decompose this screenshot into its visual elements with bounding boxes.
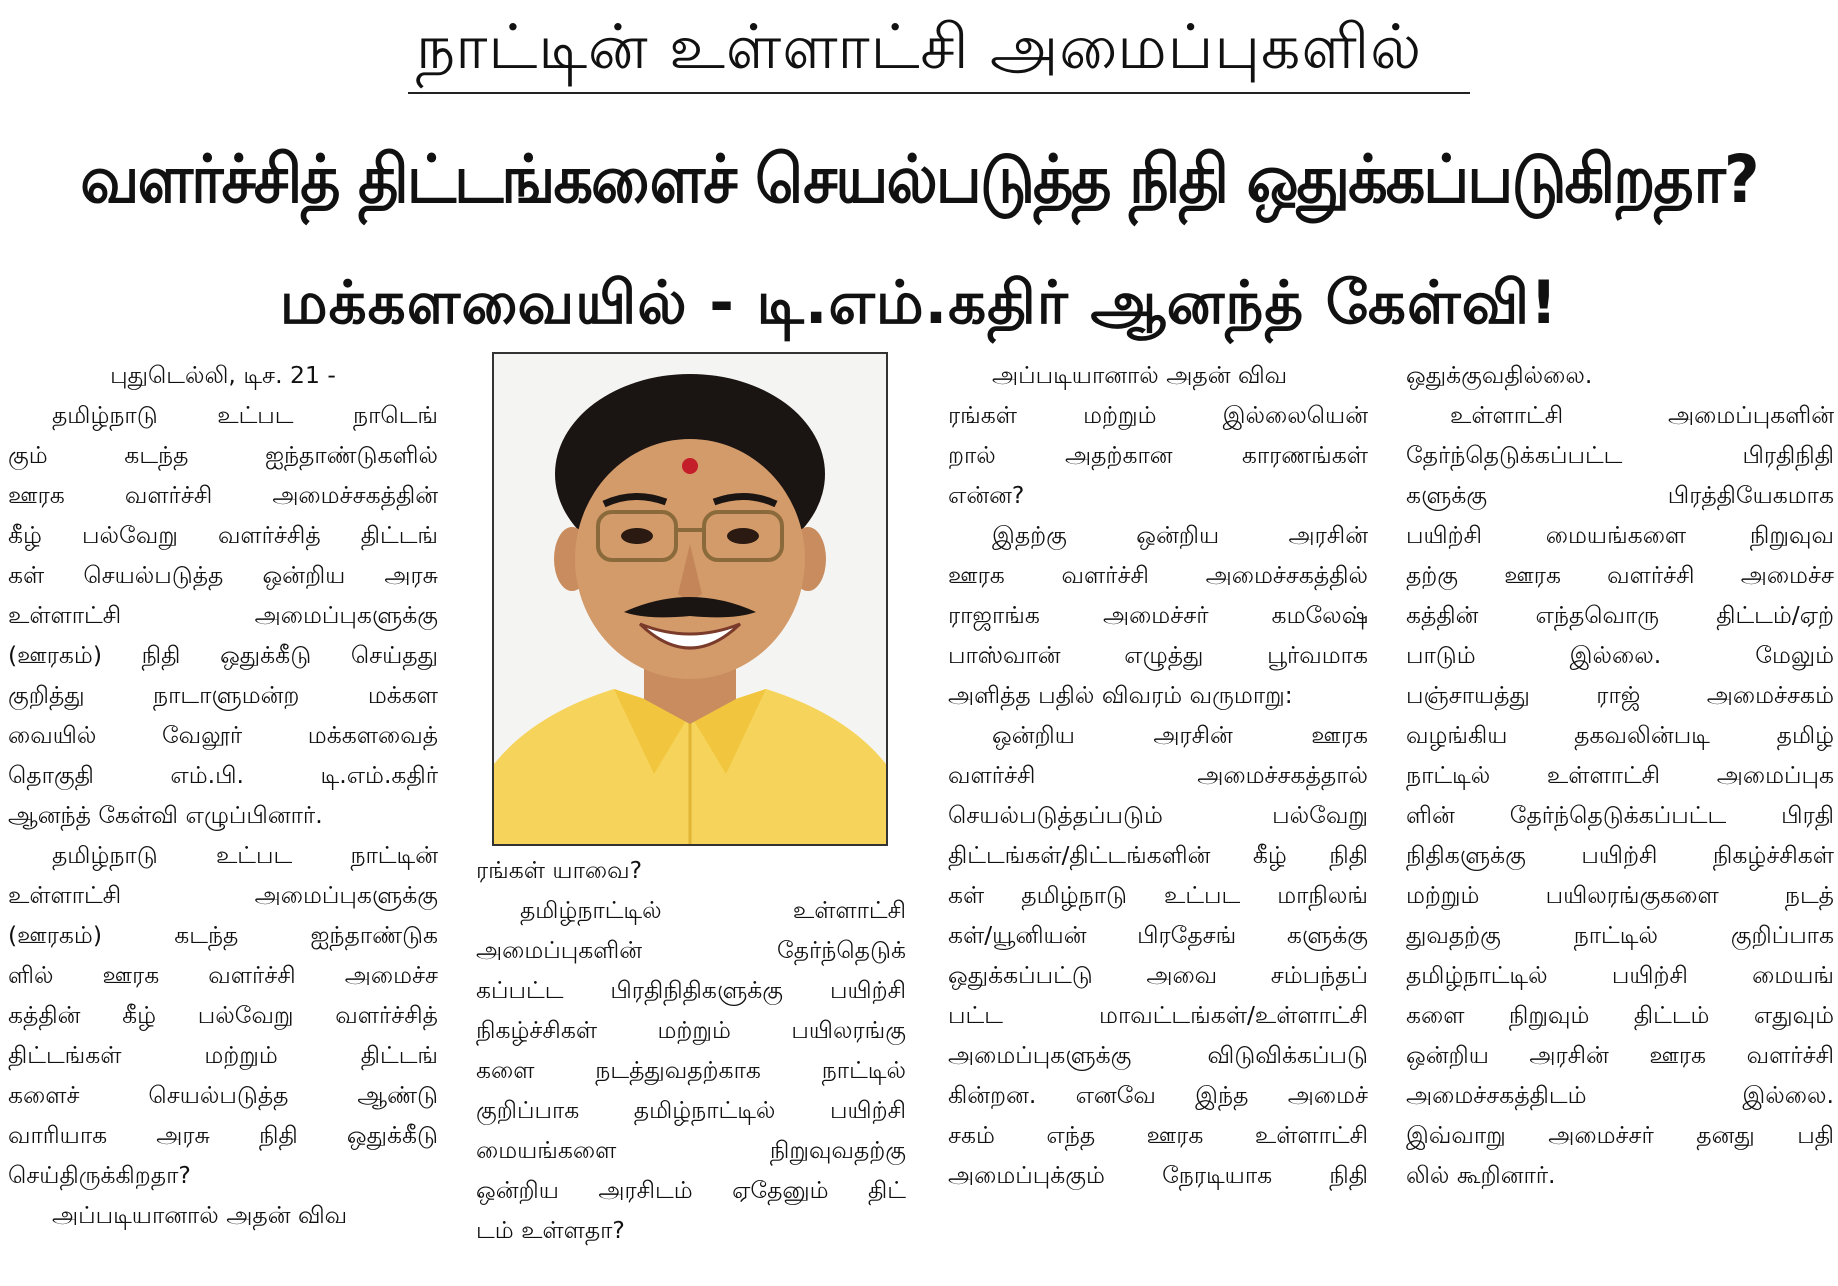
text-line: அமைப்புகளின் தேர்ந்தெடுக் bbox=[476, 936, 906, 964]
text-line: ஊரக வளர்ச்சி அமைச்சகத்தில் bbox=[948, 561, 1368, 589]
text-line: தமிழ்நாடு உட்பட நாட்டின் bbox=[52, 841, 438, 869]
text-line: வையில் வேலூர் மக்களவைத் bbox=[8, 721, 438, 749]
text-line: திட்டங்கள் மற்றும் திட்டங் bbox=[8, 1041, 438, 1069]
text-line: பாடும் இல்லை. மேலும் bbox=[1406, 641, 1834, 669]
text-line: செயல்படுத்தப்படும் பல்வேறு bbox=[948, 801, 1368, 829]
text-line: பயிற்சி மையங்களை நிறுவுவ bbox=[1406, 521, 1834, 549]
text-line: துவதற்கு நாட்டில் குறிப்பாக bbox=[1406, 921, 1834, 949]
text-line: பஞ்சாயத்து ராஜ் அமைச்சகம் bbox=[1406, 681, 1834, 709]
text-line: களை நடத்துவதற்காக நாட்டில் bbox=[476, 1056, 906, 1084]
text-line: என்ன? bbox=[948, 481, 1025, 509]
kicker-headline: நாட்டின் உள்ளாட்சி அமைப்புகளில் bbox=[415, 12, 1423, 83]
text-line: டம் உள்ளதா? bbox=[476, 1216, 625, 1244]
text-line: களைச் செயல்படுத்த ஆண்டு bbox=[8, 1081, 438, 1109]
text-line: திட்டங்கள்/திட்டங்களின் கீழ் நிதி bbox=[948, 841, 1368, 869]
text-line: (ஊரகம்) கடந்த ஐந்தாண்டுக bbox=[8, 921, 438, 949]
text-line: லில் கூறினார். bbox=[1406, 1161, 1556, 1189]
text-line: கத்தின் கீழ் பல்வேறு வளர்ச்சித் bbox=[8, 1001, 438, 1029]
kicker-underline bbox=[408, 92, 1470, 94]
text-line: களுக்கு பிரத்தியேகமாக bbox=[1406, 481, 1834, 509]
text-line: தமிழ்நாட்டில் உள்ளாட்சி bbox=[520, 896, 906, 924]
article-column-4 bbox=[1406, 355, 1834, 1195]
text-line: தேர்ந்தெடுக்கப்பட்ட பிரதிநிதி bbox=[1406, 441, 1834, 469]
text-line: அப்படியானால் அதன் விவ bbox=[52, 1201, 348, 1229]
text-line: இதற்கு ஒன்றிய அரசின் bbox=[992, 521, 1368, 549]
text-line: நாட்டில் உள்ளாட்சி அமைப்புக bbox=[1406, 761, 1834, 789]
article-column-3 bbox=[948, 355, 1368, 1195]
text-line: ஒதுக்கப்பட்டு அவை சம்பந்தப் bbox=[948, 961, 1368, 989]
text-line: ஊரக வளர்ச்சி அமைச்சகத்தின் bbox=[8, 481, 438, 509]
text-line: கும் கடந்த ஐந்தாண்டுகளில் bbox=[8, 441, 438, 469]
text-line: குறிப்பாக தமிழ்நாட்டில் பயிற்சி bbox=[476, 1096, 906, 1124]
text-line: களை நிறுவும் திட்டம் எதுவும் bbox=[1406, 1001, 1834, 1029]
text-line: ஒன்றிய அரசின் ஊரக வளர்ச்சி bbox=[1406, 1041, 1834, 1069]
text-line: அளித்த பதில் விவரம் வருமாறு: bbox=[948, 681, 1293, 709]
text-line: செய்திருக்கிறதா? bbox=[8, 1161, 191, 1189]
text-line: கள்/யூனியன் பிரதேசங் களுக்கு bbox=[948, 921, 1368, 949]
text-line: கள் தமிழ்நாடு உட்பட மாநிலங் bbox=[948, 881, 1368, 909]
text-line: ளின் தேர்ந்தெடுக்கப்பட்ட பிரதி bbox=[1406, 801, 1834, 829]
text-line: தமிழ்நாடு உட்பட நாடெங் bbox=[52, 401, 438, 429]
text-line: பட்ட மாவட்டங்கள்/உள்ளாட்சி bbox=[948, 1001, 1368, 1029]
text-line: றால் அதற்கான காரணங்கள் bbox=[948, 441, 1368, 469]
text-line: தொகுதி எம்.பி. டி.எம்.கதிர் bbox=[8, 761, 438, 789]
text-line: மையங்களை நிறுவுவதற்கு bbox=[476, 1136, 906, 1164]
text-line: வாரியாக அரசு நிதி ஒதுக்கீடு bbox=[8, 1121, 438, 1149]
text-line: அப்படியானால் அதன் விவ bbox=[992, 361, 1288, 389]
dateline: புதுடெல்லி, டிச. 21 - bbox=[110, 361, 336, 389]
text-line: குறித்து நாடாளுமன்ற மக்கள bbox=[8, 681, 438, 709]
text-line: ஒன்றிய அரசிடம் ஏதேனும் திட் bbox=[476, 1176, 906, 1204]
text-line: சகம் எந்த ஊரக உள்ளாட்சி bbox=[948, 1121, 1368, 1149]
portrait-illustration bbox=[494, 354, 886, 844]
text-line: கள் செயல்படுத்த ஒன்றிய அரசு bbox=[8, 561, 438, 589]
text-line: அமைச்சகத்திடம் இல்லை. bbox=[1406, 1081, 1834, 1109]
text-line: ஒதுக்குவதில்லை. bbox=[1406, 361, 1593, 389]
sub-headline: மக்களவையில் - டி.எம்.கதிர் ஆனந்த் கேள்வி! bbox=[279, 269, 1559, 338]
text-line: அமைப்புகளுக்கு விடுவிக்கப்படு bbox=[948, 1041, 1368, 1069]
text-line: உள்ளாட்சி அமைப்புகளுக்கு bbox=[8, 601, 438, 629]
text-line: உள்ளாட்சி அமைப்புகளுக்கு bbox=[8, 881, 438, 909]
text-line: ஆனந்த் கேள்வி எழுப்பினார். bbox=[8, 801, 323, 829]
text-line: வளர்ச்சி அமைச்சகத்தால் bbox=[948, 761, 1368, 789]
text-line: வழங்கிய தகவலின்படி தமிழ் bbox=[1406, 721, 1834, 749]
text-line: ராஜாங்க அமைச்சர் கமலேஷ் bbox=[948, 601, 1368, 629]
text-line: உள்ளாட்சி அமைப்புகளின் bbox=[1450, 401, 1834, 429]
article-column-1 bbox=[8, 355, 438, 1235]
main-headline: வளர்ச்சித் திட்டங்களைச் செயல்படுத்த நிதி ஒதுக்கப்படுகிறதா? bbox=[80, 140, 1758, 218]
text-line: தற்கு ஊரக வளர்ச்சி அமைச்ச bbox=[1406, 561, 1834, 589]
text-line: தமிழ்நாட்டில் பயிற்சி மையங் bbox=[1406, 961, 1834, 989]
text-line: கப்பட்ட பிரதிநிதிகளுக்கு பயிற்சி bbox=[476, 976, 906, 1004]
text-line: மற்றும் பயிலரங்குகளை நடத் bbox=[1406, 881, 1834, 909]
text-line: (ஊரகம்) நிதி ஒதுக்கீடு செய்தது bbox=[8, 641, 438, 669]
portrait-photo bbox=[492, 352, 888, 846]
text-line: பாஸ்வான் எழுத்து பூர்வமாக bbox=[948, 641, 1368, 669]
text-line: கத்தின் எந்தவொரு திட்டம்/ஏற் bbox=[1406, 601, 1834, 629]
text-line: நிகழ்ச்சிகள் மற்றும் பயிலரங்கு bbox=[476, 1016, 906, 1044]
text-line: ளில் ஊரக வளர்ச்சி அமைச்ச bbox=[8, 961, 438, 989]
text-line: நிதிகளுக்கு பயிற்சி நிகழ்ச்சிகள் bbox=[1406, 841, 1834, 869]
text-line: ரங்கள் மற்றும் இல்லையென் bbox=[948, 401, 1368, 429]
text-line: இவ்வாறு அமைச்சர் தனது பதி bbox=[1406, 1121, 1834, 1149]
text-line: ஒன்றிய அரசின் ஊரக bbox=[992, 721, 1368, 749]
text-line: கின்றன. எனவே இந்த அமைச் bbox=[948, 1081, 1368, 1109]
text-line: ரங்கள் யாவை? bbox=[476, 856, 643, 884]
article-column-2 bbox=[476, 850, 906, 1250]
text-line: அமைப்புக்கும் நேரடியாக நிதி bbox=[948, 1161, 1368, 1189]
text-line: கீழ் பல்வேறு வளர்ச்சித் திட்டங் bbox=[8, 521, 438, 549]
